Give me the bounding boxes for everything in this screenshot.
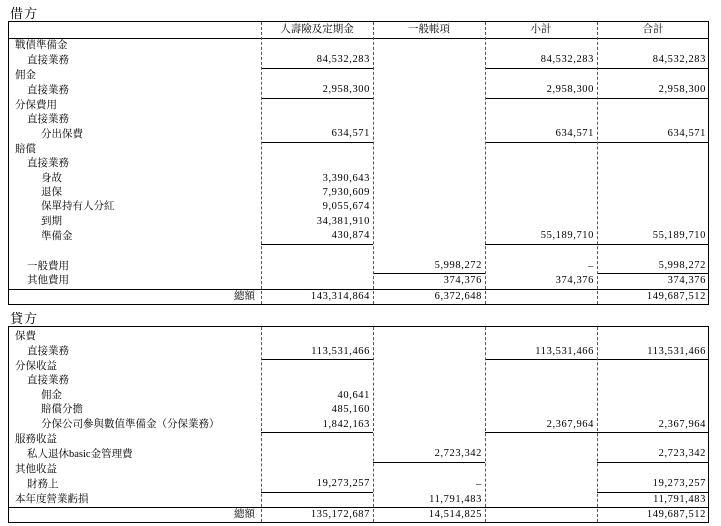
row-value-3 — [485, 374, 597, 388]
table-row — [9, 39, 709, 54]
row-value-3: 634,571 — [485, 127, 597, 142]
row-value-2 — [373, 157, 485, 171]
row-value-3 — [485, 142, 597, 157]
row-value-1 — [261, 68, 373, 83]
row-value-1 — [261, 360, 373, 375]
row-value-4: 374,376 — [597, 274, 709, 289]
row-label: 保單持有人分紅 — [41, 201, 115, 213]
row-value-3: 55,189,710 — [485, 229, 597, 244]
row-value-4 — [597, 433, 709, 448]
row-value-4 — [597, 200, 709, 214]
row-value-3 — [485, 68, 597, 83]
row-label: 其他費用 — [27, 275, 69, 287]
table-row — [9, 98, 709, 113]
row-value-4 — [597, 360, 709, 375]
row-value-1: 9,055,674 — [322, 201, 370, 213]
column-divider-1 — [261, 22, 262, 304]
row-value-2 — [373, 418, 485, 433]
table-row — [9, 68, 709, 83]
row-value-3 — [485, 157, 597, 171]
row-value-3 — [485, 200, 597, 214]
row-value-1: 143,314,864 — [261, 289, 373, 304]
table-header-row — [9, 22, 709, 39]
row-label: 戰債準備金 — [15, 40, 68, 51]
row-value-4: 2,958,300 — [597, 83, 709, 98]
row-value-4: 149,687,512 — [597, 289, 709, 304]
row-value-1: 135,172,687 — [261, 508, 373, 523]
table-row — [9, 172, 709, 186]
row-value-4 — [597, 389, 709, 403]
row-value-4: 113,531,466 — [597, 345, 709, 360]
row-value-1 — [261, 244, 373, 259]
row-value-2: 374,376 — [373, 274, 485, 289]
row-value-2 — [373, 462, 485, 477]
table-row — [9, 142, 709, 157]
table-row — [9, 345, 709, 360]
row-value-3 — [485, 215, 597, 229]
table-row — [9, 244, 709, 259]
table-row — [9, 374, 709, 388]
row-value-2 — [373, 374, 485, 388]
column-divider-4 — [597, 327, 598, 522]
column-divider-2 — [373, 22, 374, 304]
credit-table — [9, 327, 709, 522]
row-value-2 — [373, 53, 485, 68]
row-value-2: 11,791,483 — [373, 492, 485, 507]
row-value-3: 113,531,466 — [485, 345, 597, 360]
row-value-4 — [597, 330, 709, 344]
row-label: 私人退休basic金管理費 — [27, 448, 133, 460]
header-cell-2: 一般帳項 — [373, 22, 485, 39]
row-label: 到期 — [41, 215, 62, 227]
row-value-3 — [485, 389, 597, 403]
table-row — [9, 447, 709, 462]
row-value-3: 374,376 — [485, 274, 597, 289]
row-label: 直接業務 — [27, 346, 69, 358]
row-label: 佣金 — [15, 69, 36, 81]
row-label: 分保收益 — [15, 361, 57, 373]
table-row — [9, 403, 709, 417]
row-label: 本年度營業虧損 — [15, 493, 89, 505]
row-value-2 — [373, 433, 485, 448]
row-value-2: – — [476, 478, 482, 490]
row-value-1: 2,958,300 — [261, 83, 373, 98]
row-label: 賠償分擔 — [41, 404, 83, 416]
row-value-2 — [373, 142, 485, 157]
row-value-4: 55,189,710 — [597, 229, 709, 244]
row-value-1 — [261, 259, 373, 274]
row-label: 一般費用 — [27, 260, 69, 272]
row-value-1 — [261, 39, 373, 54]
row-value-4 — [597, 98, 709, 113]
table-row — [9, 53, 709, 68]
row-value-2 — [373, 83, 485, 98]
row-value-4 — [597, 462, 709, 477]
debit-table — [9, 22, 709, 304]
row-label: 分保公司參與數值準備金（分保業務） — [41, 419, 220, 431]
row-label: 退保 — [41, 187, 62, 199]
row-value-2 — [373, 360, 485, 375]
row-value-3: 84,532,283 — [485, 53, 597, 68]
row-value-2 — [373, 39, 485, 54]
row-value-2 — [373, 98, 485, 113]
table-row — [9, 477, 709, 492]
row-value-2: 5,998,272 — [373, 259, 485, 274]
row-value-4 — [597, 68, 709, 83]
row-value-1 — [261, 433, 373, 448]
row-label: 分保費用 — [15, 99, 57, 111]
row-value-3 — [485, 186, 597, 200]
row-value-1: 40,641 — [337, 389, 370, 401]
row-value-2 — [373, 215, 485, 229]
row-value-3: – — [588, 260, 594, 272]
row-value-4: 149,687,512 — [597, 508, 709, 523]
row-value-1 — [261, 374, 373, 388]
row-value-1: 84,532,283 — [261, 53, 373, 68]
row-value-2 — [373, 172, 485, 186]
row-value-1: 430,874 — [261, 229, 373, 244]
row-value-1: 34,381,910 — [316, 215, 370, 227]
row-label: 總額 — [9, 289, 261, 304]
row-label: 直接業務 — [27, 84, 69, 96]
row-label: 身故 — [41, 172, 62, 184]
column-divider-1 — [261, 327, 262, 522]
column-divider-3 — [485, 327, 486, 522]
row-value-2: 14,514,825 — [373, 508, 485, 523]
header-cell-1: 人壽險及定期金 — [261, 22, 373, 39]
row-label: 直接業務 — [27, 114, 69, 125]
row-value-4: 84,532,283 — [597, 53, 709, 68]
row-value-3 — [485, 433, 597, 448]
column-divider-4 — [597, 22, 598, 304]
header-cell-3: 小計 — [485, 22, 597, 39]
row-label: 準備金 — [41, 230, 73, 242]
row-value-1 — [261, 274, 373, 289]
row-value-3 — [485, 172, 597, 186]
table-row — [9, 157, 709, 171]
column-divider-2 — [373, 327, 374, 522]
row-value-3: 2,958,300 — [485, 83, 597, 98]
row-value-3 — [485, 403, 597, 417]
row-value-2 — [373, 68, 485, 83]
debit-table-frame — [8, 21, 709, 305]
section-debit — [8, 6, 709, 305]
row-value-3 — [485, 39, 597, 54]
row-label: 直接業務 — [27, 158, 69, 170]
row-value-3 — [485, 477, 597, 492]
row-value-3: 2,367,964 — [485, 418, 597, 433]
row-value-3 — [485, 447, 597, 462]
table-row — [9, 418, 709, 433]
row-label: 其他收益 — [15, 463, 57, 475]
row-value-4 — [597, 172, 709, 186]
row-value-2 — [373, 345, 485, 360]
row-value-1 — [261, 492, 373, 507]
table-total-row — [9, 508, 709, 523]
table-row — [9, 330, 709, 344]
table-row — [9, 215, 709, 229]
row-value-1 — [261, 447, 373, 462]
row-value-4 — [597, 374, 709, 388]
row-value-1: 113,531,466 — [261, 345, 373, 360]
row-value-4 — [597, 157, 709, 171]
row-value-3 — [485, 289, 597, 304]
row-value-1 — [261, 157, 373, 171]
table-row — [9, 433, 709, 448]
row-value-4 — [597, 403, 709, 417]
row-value-3 — [485, 244, 597, 259]
table-row — [9, 113, 709, 127]
header-cell-4: 合計 — [597, 22, 709, 39]
row-value-3 — [485, 330, 597, 344]
credit-table-frame — [8, 326, 709, 523]
row-value-2: 6,372,648 — [373, 289, 485, 304]
table-row — [9, 274, 709, 289]
table-row — [9, 259, 709, 274]
row-value-1 — [261, 142, 373, 157]
row-value-2 — [373, 389, 485, 403]
row-label: 分出保費 — [41, 128, 83, 140]
row-value-1: 19,273,257 — [261, 477, 373, 492]
row-label — [9, 244, 261, 259]
row-value-3 — [485, 508, 597, 523]
table-row — [9, 389, 709, 403]
column-divider-3 — [485, 22, 486, 304]
header-cell-label — [9, 22, 261, 39]
row-value-3 — [485, 462, 597, 477]
row-value-4 — [597, 39, 709, 54]
row-value-3 — [485, 98, 597, 113]
row-value-1 — [261, 462, 373, 477]
row-value-2: 2,723,342 — [373, 447, 485, 462]
row-value-4: 11,791,483 — [597, 492, 709, 507]
row-value-4: 634,571 — [597, 127, 709, 142]
row-value-1 — [261, 98, 373, 113]
table-total-row — [9, 289, 709, 304]
row-value-1: 634,571 — [261, 127, 373, 142]
row-value-2 — [373, 403, 485, 417]
row-label: 保費 — [15, 331, 36, 343]
table-row — [9, 229, 709, 244]
row-value-2 — [373, 127, 485, 142]
table-row — [9, 462, 709, 477]
row-value-1: 485,160 — [331, 404, 370, 416]
row-value-3 — [485, 492, 597, 507]
row-value-2 — [373, 244, 485, 259]
row-value-3 — [485, 113, 597, 127]
row-label: 財務上 — [27, 478, 59, 490]
row-value-1 — [261, 330, 373, 344]
row-value-4: 19,273,257 — [597, 477, 709, 492]
row-label: 直接業務 — [27, 375, 69, 387]
row-value-4: 2,367,964 — [597, 418, 709, 433]
table-row — [9, 127, 709, 142]
table-row — [9, 83, 709, 98]
row-value-2 — [373, 330, 485, 344]
section-title-debit: 借方 — [10, 6, 39, 21]
row-value-4 — [597, 113, 709, 127]
row-label: 總額 — [9, 508, 261, 523]
table-row — [9, 360, 709, 375]
table-row — [9, 492, 709, 507]
row-value-4 — [597, 244, 709, 259]
row-value-4: 2,723,342 — [597, 447, 709, 462]
row-value-1: 3,390,643 — [322, 172, 370, 184]
row-value-3 — [485, 360, 597, 375]
row-value-2 — [373, 229, 485, 244]
row-label: 直接業務 — [27, 54, 69, 66]
row-value-1: 1,842,163 — [261, 418, 373, 433]
row-label: 賠償 — [15, 143, 36, 155]
row-label: 佣金 — [41, 389, 62, 401]
row-value-1: 7,930,609 — [322, 187, 370, 199]
row-value-4 — [597, 142, 709, 157]
row-value-1 — [261, 113, 373, 127]
table-row — [9, 200, 709, 214]
section-credit — [8, 311, 709, 523]
row-value-2 — [373, 186, 485, 200]
row-value-2 — [373, 200, 485, 214]
section-title-credit: 貸方 — [10, 311, 39, 327]
row-value-4 — [597, 215, 709, 229]
table-row — [9, 186, 709, 200]
row-value-2 — [373, 113, 485, 127]
row-value-4: 5,998,272 — [597, 259, 709, 274]
row-value-4 — [597, 186, 709, 200]
row-label: 服務收益 — [15, 434, 57, 446]
